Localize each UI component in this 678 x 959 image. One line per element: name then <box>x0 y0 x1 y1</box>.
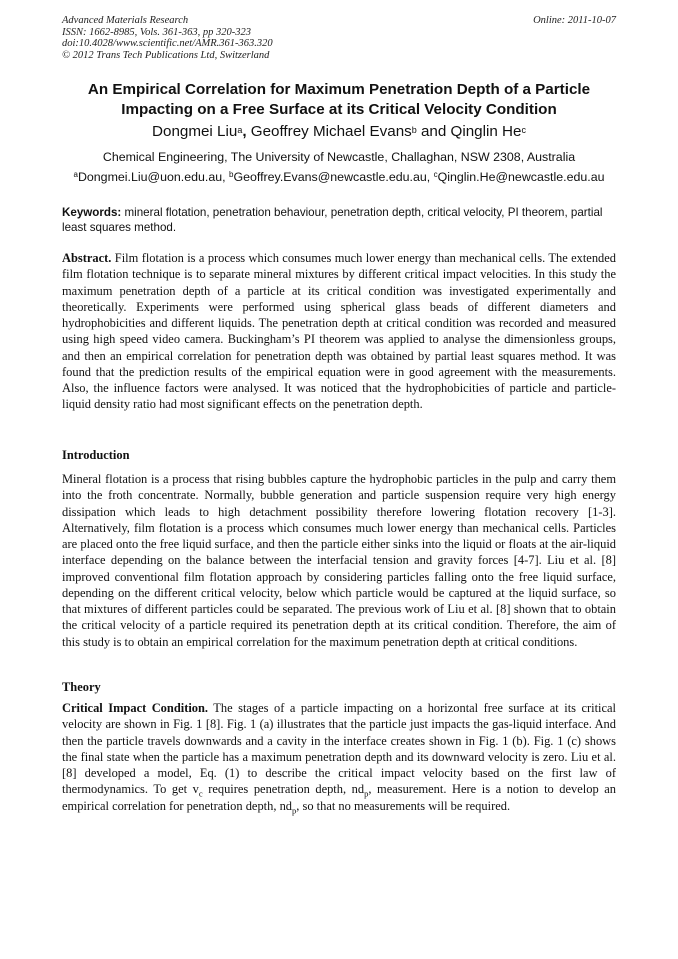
author-1-affil-mark: a <box>237 125 243 135</box>
author-emails <box>40 169 638 185</box>
theory-sub-p2: p <box>292 804 297 815</box>
abstract <box>62 250 616 413</box>
title-line-2: Impacting on a Free Surface at its Critical Velocity Condition <box>121 101 557 118</box>
paper-title <box>40 80 638 120</box>
theory-text-1: The stages of a particle impacting on a horizontal free surface at its critical velocity are shown in Fig. 1 [8]. Fig. 1 (a) illustrates that the particle just impacts the gas-liquid interface. And then the particle travels downwards and a cavity in the interface creates shown in Fig. 1 (b). Fig. 1 (c) shows the final state when the particle has a maximum penetration depth and its downward velocity is zero. Liu et al. [8] developed a model, Eq. (1) to describe the critical impact velocity based on the first law of thermodynamics. To get v <box>62 701 616 797</box>
email-c[interactable]: Qinglin.He@newcastle.edu.au <box>437 170 605 184</box>
theory-sub-c: c <box>198 788 203 799</box>
author-3-affil-mark: c <box>521 125 526 135</box>
affiliation: Chemical Engineering, The University of Newcastle, Challaghan, NSW 2308, Australia <box>102 150 576 164</box>
title-line-1: An Empirical Correlation for Maximum Penetration Depth of a Particle <box>87 81 591 98</box>
theory-heading: Theory <box>62 680 101 694</box>
journal-name: Advanced Materials Research <box>62 15 189 26</box>
theory-text-3: , measurement. Here is a notion to develop an empirical correlation for penetration depth, nd <box>62 782 616 813</box>
keywords-text: mineral flotation, penetration behaviour, penetration depth, critical velocity, PI theorem, partial least squares method. <box>62 206 603 234</box>
email-b-mark: b <box>229 170 234 179</box>
author-1: Dongmei Liu <box>152 123 238 140</box>
email-b[interactable]: Geoffrey.Evans@newcastle.edu.au, <box>233 170 434 184</box>
email-a[interactable]: Dongmei.Liu@uon.edu.au, <box>77 170 229 184</box>
email-c-mark: c <box>433 170 438 179</box>
theory-paragraph <box>62 700 616 814</box>
author-2: Geoffrey Michael Evans <box>250 123 412 140</box>
author-and: and <box>416 123 451 140</box>
introduction-heading: Introduction <box>62 448 130 462</box>
journal-header <box>62 15 616 61</box>
copyright-line: © 2012 Trans Tech Publications Ltd, Switzerland <box>62 49 270 61</box>
abstract-text: Film flotation is a process which consumes much lower energy than mechanical cells. The extended film flotation technique is to separate mineral mixtures by different critical impact velocities. In this study the maximum penetration depth of a particle at its critical condition was investigated experimentally and theoretically. Experiments were performed using spherical glass beads of different diameters and hydrophobicities and different liquids. The penetration depth at critical condition was recorded and measured using high speed video camera. Buckingham’s PI theorem was applied to analyse the dimensionless groups, and then an empirical correlation for penetration depth was obtained by partial least squares method. It was found that the prediction results of the empirical equation were in good agreement with the measurements. Also, the influence factors were analysed. It was noticed that the hydrophobicities of particle and particle-liquid density ratio had most significant effects on the penetration depth. <box>62 251 616 412</box>
keywords-label: Keywords: <box>62 206 122 219</box>
theory-text-4: , so that no measurements will be required. <box>296 798 511 813</box>
theory-subheading: Critical Impact Condition. <box>62 701 209 715</box>
doi-line[interactable]: doi:10.4028/www.scientific.net/AMR.361-363.320 <box>62 38 273 49</box>
issn-line: ISSN: 1662-8985, Vols. 361-363, pp 320-323 <box>62 26 251 38</box>
email-a-mark: a <box>73 170 78 179</box>
abstract-label: Abstract. <box>62 251 112 265</box>
author-separator: , <box>242 123 251 140</box>
author-list <box>40 122 638 142</box>
theory-text-2: requires penetration depth, nd <box>202 782 365 797</box>
keywords <box>62 205 616 235</box>
author-2-affil-mark: b <box>411 125 417 135</box>
author-3: Qinglin He <box>450 123 522 140</box>
theory-sub-p1: p <box>364 788 369 799</box>
introduction-text: Mineral flotation is a process that rising bubbles capture the hydrophobic particles in the pulp and carry them into the froth concentrate. Normally, bubble generation and particle suspension require very high energy dissipation which leads to high detachment possibility therefore lowering flotation recovery [1-3]. Alternatively, film flotation is a process which consumes much lower energy than mechanical cells. Particles are placed onto the free liquid surface, and then the particle either sinks into the liquid or floats at the air-liquid interface depending on the balance between the interfacial tension and gravity forces [4-7]. Liu et al. [8] improved conventional film flotation approach by considering particles falling onto the free liquid surface, depending on the different critical velocity, below which particle would be captured at the liquid surface, so that mixtures of different particles could be separated. The previous work of Liu et al. [8] shown that to obtain the critical velocity of a particle required its penetration depth at its critical condition. Therefore, the aim of this study is to obtain an empirical correlation for the maximum penetration depth at critical conditions. <box>62 472 616 649</box>
online-date: Online: 2011-10-07 <box>533 15 616 26</box>
